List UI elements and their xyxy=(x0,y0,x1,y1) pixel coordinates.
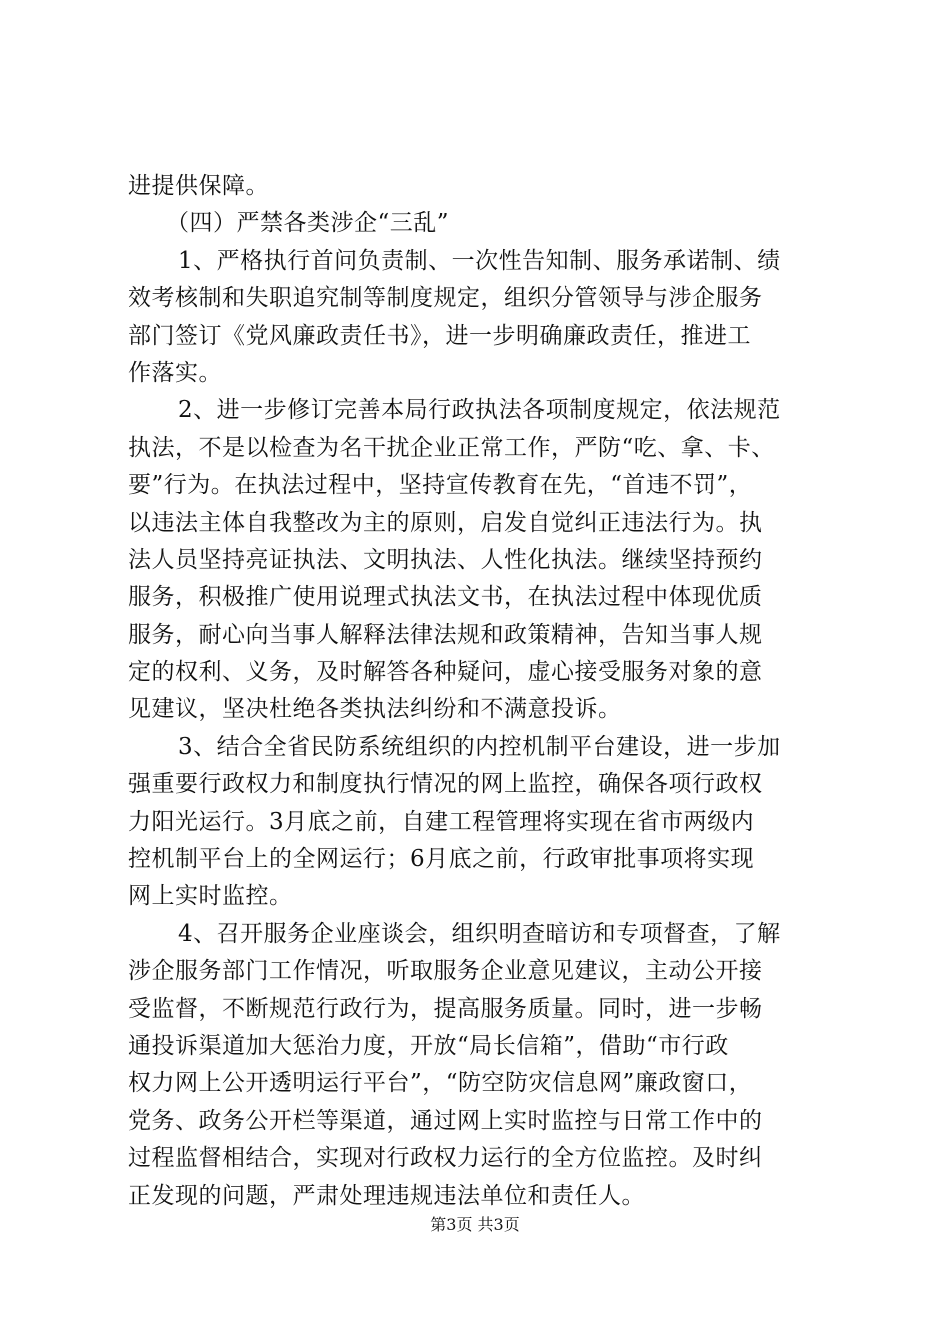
text-line: 1、严格执行首问负责制、一次性告知制、服务承诺制、绩 xyxy=(178,247,781,274)
page-footer: 第3页 共3页 xyxy=(430,1215,520,1234)
text-line: 涉企服务部门工作情况，听取服务企业意见建议，主动公开接 xyxy=(128,958,763,985)
text-line: 过程监督相结合，实现对行政权力运行的全方位监控。及时纠 xyxy=(128,1145,763,1172)
text-line: 进提供保障。 xyxy=(128,173,269,199)
text-line: 3、结合全省民防系统组织的内控机制平台建设，进一步加 xyxy=(178,733,781,760)
text-line: 法人员坚持亮证执法、文明执法、人性化执法。继续坚持预约 xyxy=(128,546,763,573)
text-line: 效考核制和失职追究制等制度规定，组织分管领导与涉企服务 xyxy=(128,285,763,312)
text-line: 控机制平台上的全网运行；6月底之前，行政审批事项将实现 xyxy=(128,846,755,873)
text-line: 正发现的问题，严肃处理违规违法单位和责任人。 xyxy=(128,1182,645,1209)
text-line: 见建议，坚决杜绝各类执法纠纷和不满意投诉。 xyxy=(128,696,622,723)
text-line: 执法，不是以检查为名干扰企业正常工作，严防“吃、拿、卡、 xyxy=(128,434,775,461)
text-line: 定的权利、义务，及时解答各种疑问，虚心接受服务对象的意 xyxy=(128,659,763,686)
text-line: 2、进一步修订完善本局行政执法各项制度规定，依法规范 xyxy=(178,397,781,424)
text-line: 受监督，不断规范行政行为，提高服务质量。同时，进一步畅 xyxy=(128,995,763,1022)
text-line: 服务，积极推广使用说理式执法文书，在执法过程中体现优质 xyxy=(128,584,763,611)
text-line: 部门签订《党风廉政责任书》，进一步明确廉政责任，推进工 xyxy=(128,322,751,349)
text-line: 强重要行政权力和制度执行情况的网上监控，确保各项行政权 xyxy=(128,771,763,798)
text-line: 4、召开服务企业座谈会，组织明查暗访和专项督查，了解 xyxy=(178,920,781,947)
text-line: 通投诉渠道加大惩治力度，开放“局长信箱”，借助“市行政 xyxy=(128,1032,729,1059)
text-line: 要”行为。在执法过程中，坚持宣传教育在先，“首违不罚”， xyxy=(128,472,753,499)
text-line: 力阳光运行。3月底之前，自建工程管理将实现在省市两级内 xyxy=(128,808,755,835)
text-line: 服务，耐心向当事人解释法律法规和政策精神，告知当事人规 xyxy=(128,621,763,648)
text-line: 作落实。 xyxy=(128,359,222,386)
text-line: 党务、政务公开栏等渠道，通过网上实时监控与日常工作中的 xyxy=(128,1107,763,1134)
text-line: 以违法主体自我整改为主的原则，启发自觉纠正违法行为。执 xyxy=(128,509,763,536)
text-line: 权力网上公开透明运行平台”，“防空防灾信息网”廉政窗口， xyxy=(128,1070,753,1097)
text-line: 网上实时监控。 xyxy=(128,883,293,910)
document-body xyxy=(128,168,836,1215)
text-line: （四）严禁各类涉企“三乱” xyxy=(166,210,450,237)
